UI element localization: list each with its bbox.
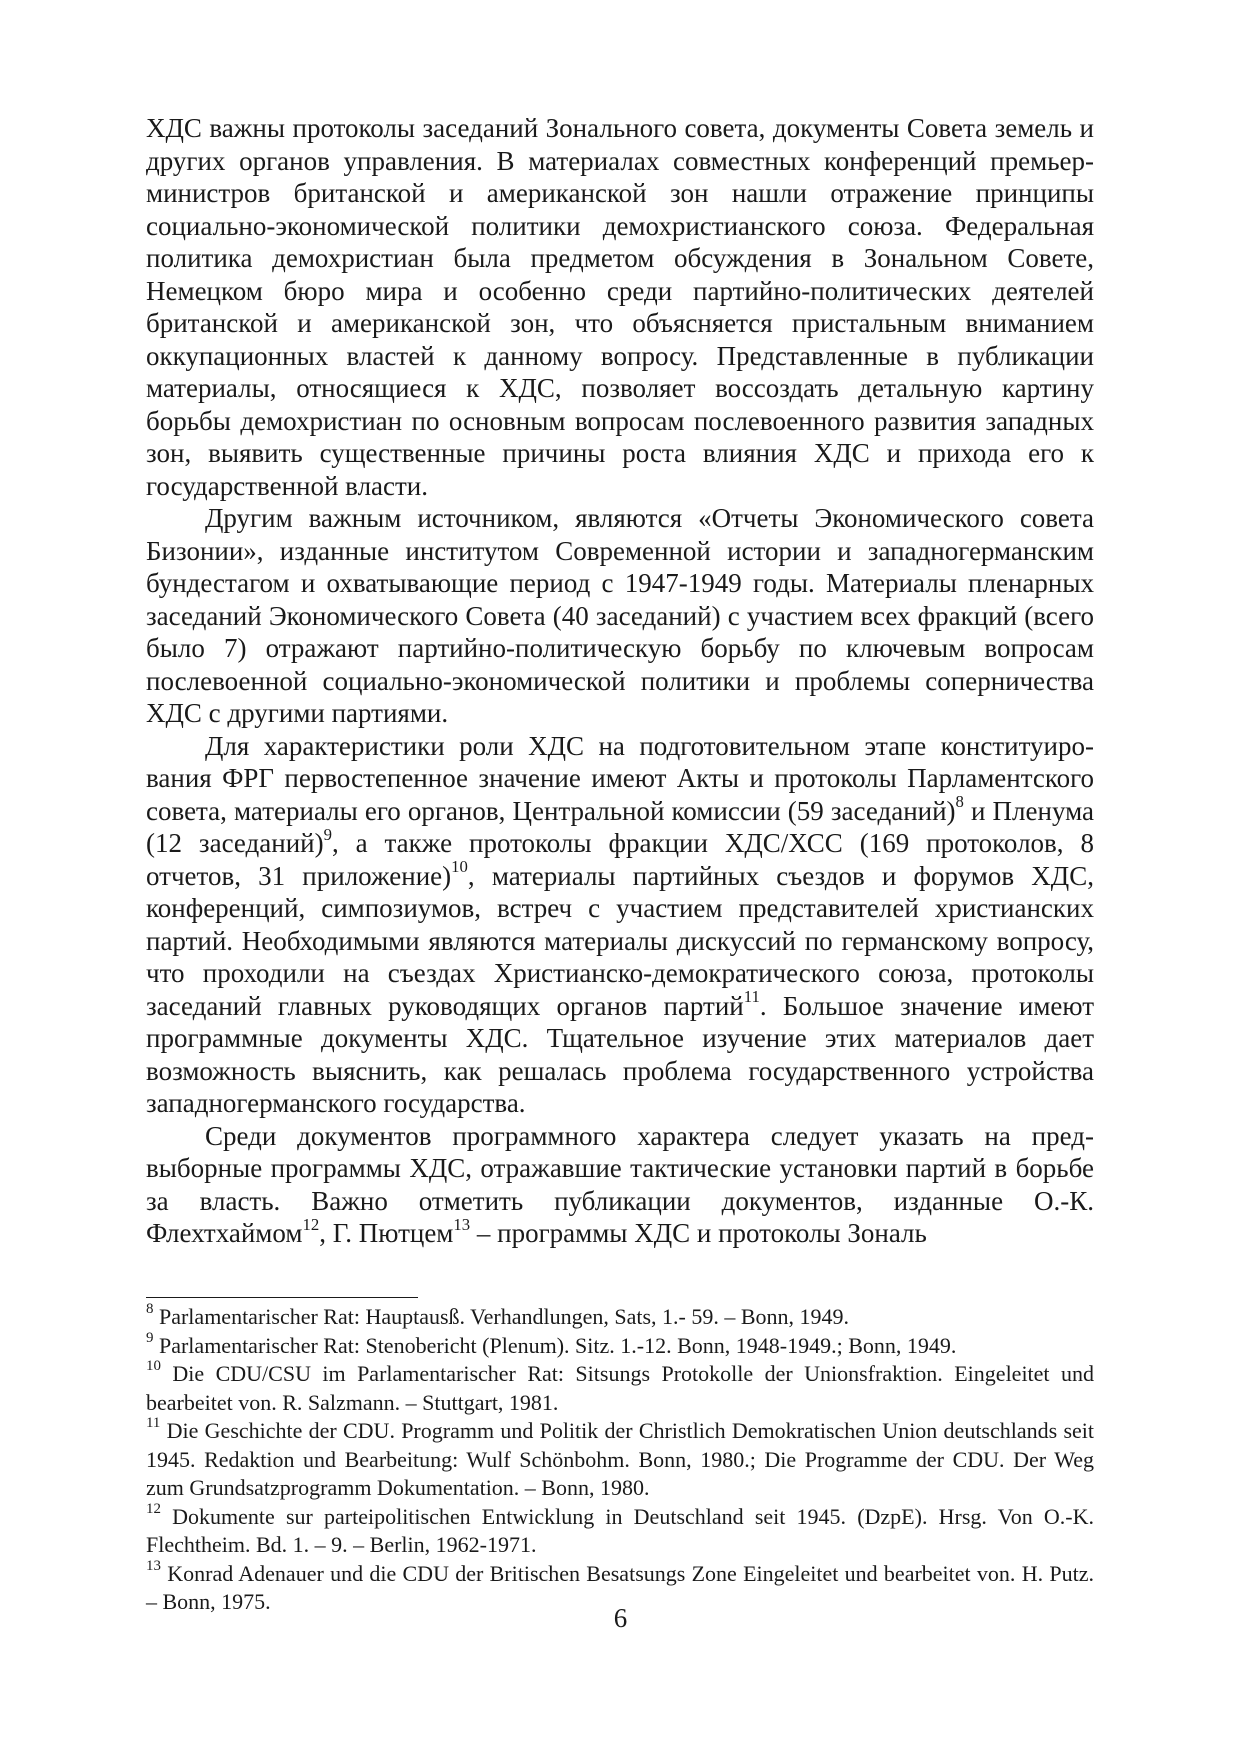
- paragraph: [146, 502, 1094, 730]
- footnote-number: 13: [146, 1557, 161, 1574]
- paragraph-text: Среди документов программного характера следует указать на предвыборные программы ХДС, отражавшие тактические установки партий в борьбе за власть. Важно отметить публикации документов, изданные О.-К. Флехтхаймом: [146, 1120, 1094, 1248]
- paragraph-text: , материалы партийных съездов и форумов ХДС, конференций, симпозиумов, встреч с участием представителей христианских партий. Необходимыми являются материалы дискуссий по германскому вопросу, что проходили на съездах Христианско-демократического союза, протоколы заседаний главных руководящих органов партий: [146, 860, 1094, 1021]
- footnote-ref[interactable]: 9: [323, 824, 332, 844]
- footnote: [146, 1329, 1094, 1361]
- footnotes: [146, 1303, 1094, 1617]
- footnote-ref[interactable]: 11: [743, 987, 760, 1006]
- footnote-text: Die CDU/CSU im Parlamentarischer Rat: Sitsungs Protokolle der Unionsfraktion. Eingeleitet und bearbeitet von. R. Salzmann. – Stuttgart, 1981.: [146, 1361, 1094, 1415]
- footnote: [146, 1360, 1094, 1417]
- footnote-ref[interactable]: 12: [302, 1214, 320, 1234]
- paragraph: [146, 112, 1094, 502]
- footnote-number: 9: [146, 1329, 154, 1346]
- footnote-separator: [146, 1297, 418, 1298]
- footnote-ref[interactable]: 8: [955, 792, 964, 811]
- paragraph-text: и Пленума (12 заседаний): [146, 795, 1094, 858]
- paragraph-text: Другим важным источником, являются «Отчеты Экономического совета Бизонии», изданные институтом Современной истории и западногерманским бундестагом и охватывающие период с 1947-1949 годы. Материалы пленарных заседаний Экономического Совета (40 заседаний) с участием всех фракций (всего было 7) отражают партийно-политическую борьбу по ключевым вопросам послевоенной социально-экономической политики и проблемы соперничества ХДС с другими партиями.: [146, 503, 1094, 728]
- footnote-text: Parlamentarischer Rat: Hauptausß. Verhandlungen, Sats, 1.- 59. – Bonn, 1949.: [153, 1304, 850, 1329]
- page-number: 6: [613, 1603, 628, 1633]
- paragraph-text: , а также протоколы фракции ХДС/ХСС (169 протоколов, 8 отчетов, 31 приложение): [146, 828, 1094, 891]
- footnote-text: Die Geschichte der CDU. Programm und Politik der Christlich Demokratischen Union deutschlands seit 1945. Redaktion und Bearbeitung: Wulf Schönbohm. Bonn, 1980.; Die Programme der CDU. Der Weg zum Grundsatzprogramm Dokumentation. – Bonn, 1980.: [146, 1418, 1094, 1500]
- footnote-ref[interactable]: 13: [453, 1214, 471, 1234]
- paragraph-text: , Г. Пютцем: [319, 1218, 454, 1248]
- paragraph-text: . Большое значение имеют программные документы ХДС. Тщательное изучение этих материалов дает возможность выяснить, как решалась проблема государственного устройства западногерманского государства.: [146, 990, 1094, 1118]
- paragraph-text: ХДС важны протоколы заседаний Зонального совета, документы Совета земель и других органов управления. В материалах совместных конференций премьер-министров британской и американской зон нашли отражение принципы социально-экономической политики демохристианского союза. Федеральная политика демохристиан была предметом обсуждения в Зональном Совете, Немецком бюро мира и особенно среди партийно-политических деятелей британской и американской зон, что объясняется пристальным вниманием оккупационных властей к данному вопросу. Представленные в публикации материалы, относящиеся к ХДС, позволяет воссоздать детальную картину борьбы демохристиан по основным вопросам послевоенного развития западных зон, выявить существенные причины роста влияния ХДС и прихода его к государственной власти.: [146, 113, 1094, 501]
- paragraph-text: Для характеристики роли ХДС на подготовительном этапе конституирования ФРГ первостепенное значение имеют Акты и протоколы Парламентского совета, материалы его органов, Центральной комиссии (59 заседаний): [146, 730, 1094, 826]
- paragraph: [146, 730, 1094, 1120]
- paragraph: [146, 1120, 1094, 1250]
- footnote: [146, 1500, 1094, 1560]
- page-body: [146, 112, 1094, 1250]
- footnote-number: 10: [146, 1358, 161, 1375]
- footnote-text: Parlamentarischer Rat: Stenobericht (Plenum). Sitz. 1.-12. Bonn, 1948-1949.; Bonn, 1949.: [153, 1332, 957, 1358]
- footnote-ref[interactable]: 10: [451, 857, 468, 876]
- footnote-number: 11: [146, 1415, 161, 1432]
- footnote-number: 8: [146, 1301, 154, 1318]
- paragraph-text: – программы ХДС и протоколы Зональ: [470, 1218, 927, 1248]
- footnote: [146, 1417, 1094, 1503]
- footnote: [146, 1303, 1094, 1332]
- footnote-number: 12: [146, 1500, 161, 1517]
- footnote-text: Dokumente sur parteipolitischen Entwicklung in Deutschland seit 1945. (DzpE). Hrsg. Von O.-K. Flechtheim. Bd. 1. – 9. – Berlin, 1962-1971.: [146, 1503, 1094, 1557]
- body-text: [146, 112, 1094, 1250]
- footnote-text: Konrad Adenauer und die CDU der Britischen Besatsungs Zone Eingeleitet und bearbeitet von. H. Putz. – Bonn, 1975.: [146, 1560, 1094, 1614]
